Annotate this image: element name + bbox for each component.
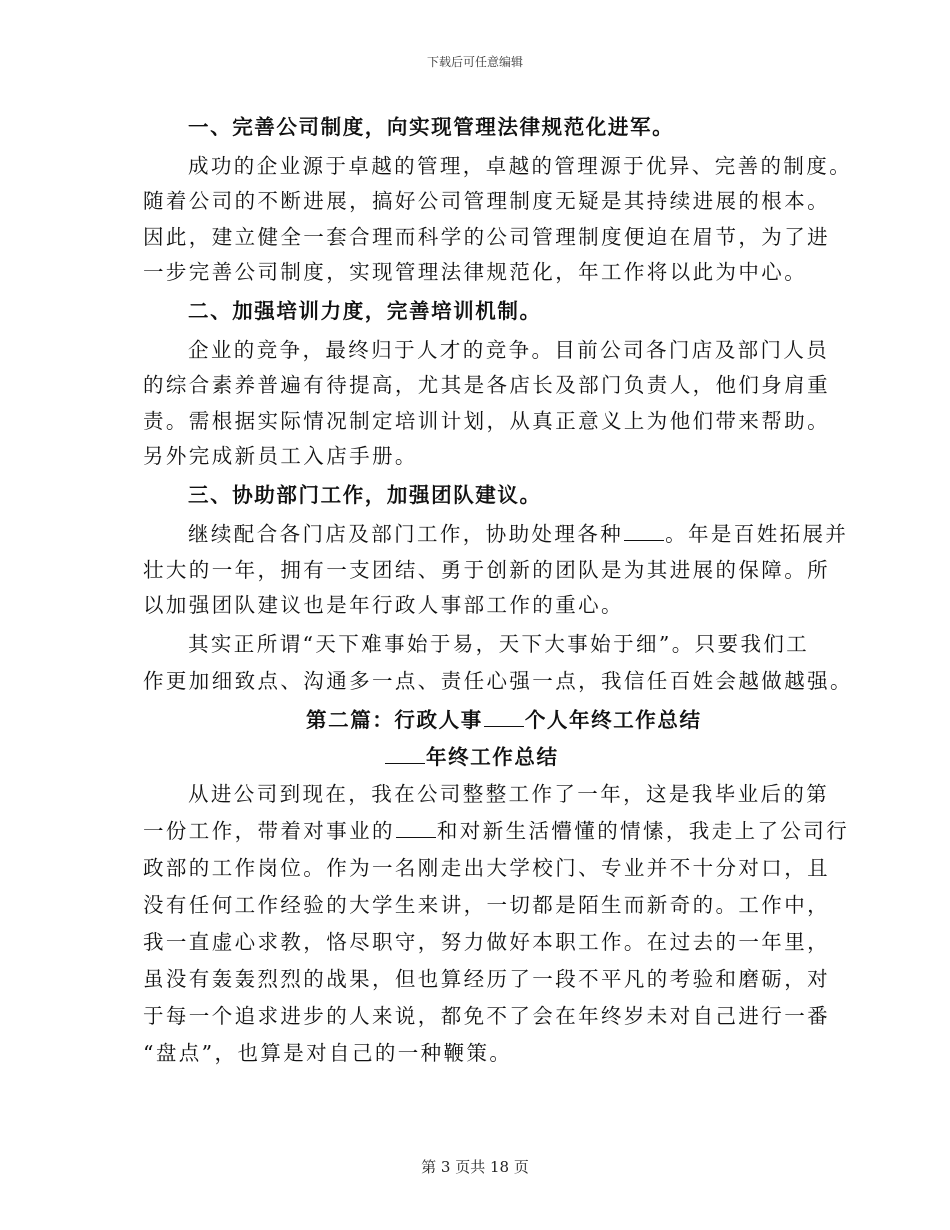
text-run: 个人年终工作总结 [524,708,702,732]
section-heading-1: 一、完善公司制度，向实现管理法律规范化进军。 [188,115,675,139]
paragraph-line: 壮大的一年，拥有一支团结、勇于创新的团队是为其进展的保障。所 [143,558,830,582]
section-heading-2: 二、加强培训力度，完善培训机制。 [188,299,542,323]
paragraph-line: 虽没有轰轰烈烈的战果，但也算经历了一段不平凡的考验和磨砺，对 [143,967,830,991]
paragraph-line: 于每一个追求进步的人来说，都免不了会在年终岁未对自己进行一番 [143,1004,830,1028]
paragraph-line: 随着公司的不断进展，搞好公司管理制度无疑是其持续进展的根本。 [143,189,830,213]
paragraph-line: 以加强团队建议也是年行政人事部工作的重心。 [143,593,624,617]
paragraph-line: “盘点”，也算是对自己的一种鞭策。 [143,1041,513,1065]
paragraph-line: 的综合素养普遍有待提高，尤其是各店长及部门负责人，他们身肩重 [143,373,830,397]
text-run: 继续配合各门店及部门工作，协助处理各种 [188,522,624,546]
text-run: 和对新生活懵懂的情愫，我走上了公司行 [436,819,850,843]
text-run: 。年是百姓拓展并 [665,522,849,546]
paragraph-line: 我一直虚心求教，恪尽职守，努力做好本职工作。在过去的一年里， [143,930,830,954]
page-footer: 第 3 页共 18 页 [421,1158,529,1176]
paragraph-line: 其实正所谓“天下难事始于易，天下大事始于细”。只要我们工 [188,632,810,656]
paragraph-line: 没有任何工作经验的大学生来讲，一切都是陌生而新奇的。工作中， [143,893,830,917]
fill-blank [396,815,436,838]
paragraph-line: 因此，建立健全一套合理而科学的公司管理制度便迫在眉节，为了进 [143,225,830,249]
part-title [306,701,702,739]
text-run: 一份工作，带着对事业的 [143,819,395,843]
paragraph-line: 作更加细致点、沟通多一点、责任心强一点，我信任百姓会越做越强。 [143,669,853,693]
fill-blank [385,741,425,764]
paragraph-line: 从进公司到现在，我在公司整整工作了一年，这是我毕业后的第 [188,782,830,806]
fill-blank [484,704,524,727]
text-run: 年终工作总结 [426,745,559,769]
paragraph-line: 一步完善公司制度，实现管理法律规范化，年工作将以此为中心。 [143,260,808,284]
section-heading-3: 三、协助部门工作，加强团队建议。 [188,483,542,507]
paragraph-line [143,812,849,850]
paragraph-line: 另外完成新员工入店手册。 [143,444,418,468]
text-run: 第二篇：行政人事 [306,708,483,732]
paragraph-line [188,515,848,553]
part-subtitle [384,738,559,776]
page-header: 下载后可任意编辑 [426,55,523,69]
paragraph-line: 责。需根据实际情况制定培训计划，从真正意义上为他们带来帮助。 [143,409,830,433]
paragraph-line: 成功的企业源于卓越的管理，卓越的管理源于优异、完善的制度。 [188,154,853,178]
fill-blank [624,518,664,541]
paragraph-line: 政部的工作岗位。作为一名刚走出大学校门、专业并不十分对口，且 [143,856,830,880]
paragraph-line: 企业的竞争，最终归于人才的竞争。目前公司各门店及部门人员 [188,338,830,362]
